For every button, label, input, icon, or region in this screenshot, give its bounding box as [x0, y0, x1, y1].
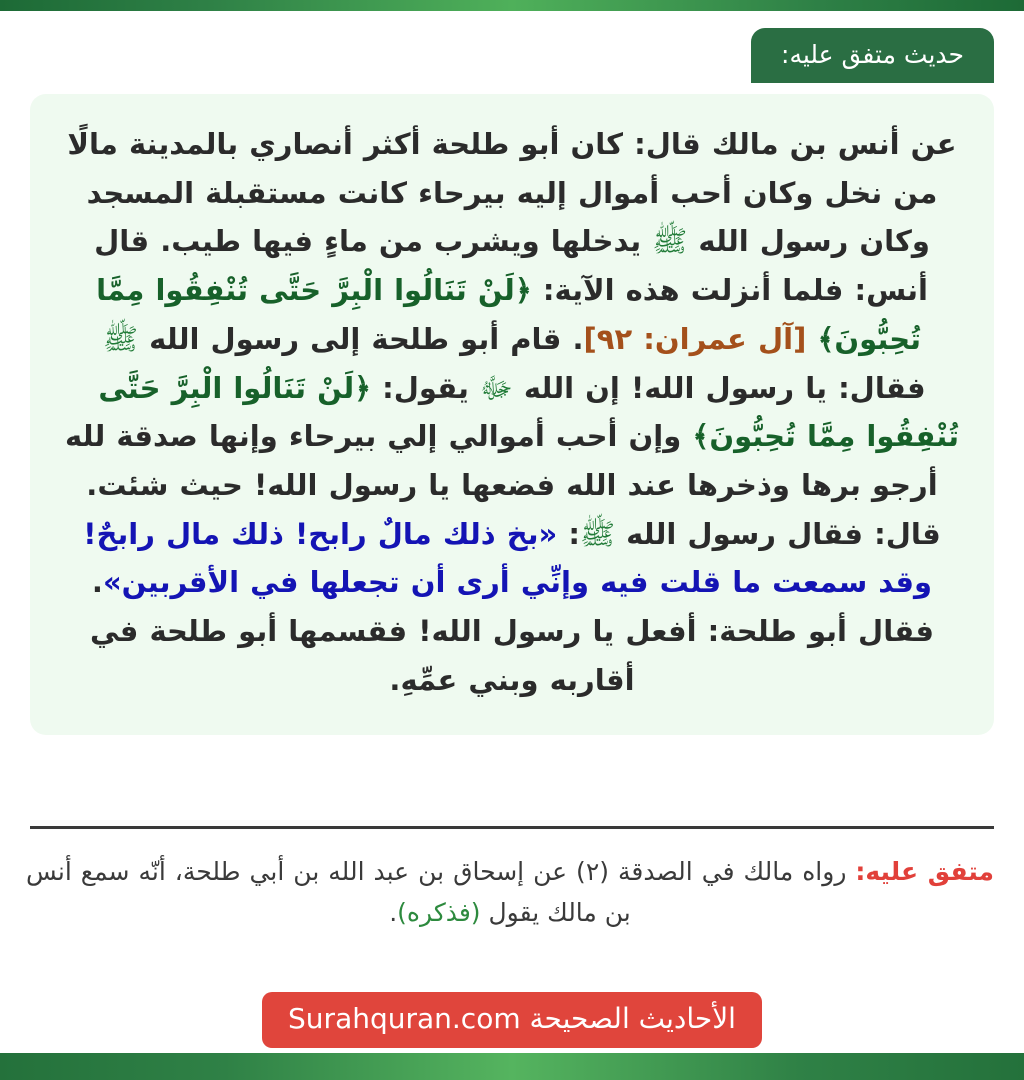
hadith-narration-text: وإن أحب أموالي إلي بيرحاء وإنها صدقة لله أرجو برها وذخرها عند الله فضعها يا رسول الله! حيث شئت. قال: فقال رسول الله	[64, 419, 941, 551]
hadith-narration-text: يدخلها ويشرب من ماءٍ فيها طيب. قال أنس: فلما أنزلت هذه الآية:	[94, 224, 928, 308]
brand-site-url: Surahquran.com	[288, 1002, 521, 1035]
hadith-narration-text: فقال: يا رسول الله! إن الله	[512, 370, 926, 405]
quran-verse-text: ﴿لَنْ تَنَالُوا الْبِرَّ حَتَّى تُنْفِقُوا مِمَّا تُحِبُّونَ﴾	[98, 370, 959, 454]
brand-banner-row	[0, 992, 1024, 1048]
hadith-narration-text	[806, 322, 817, 356]
source-body-before: رواه مالك في الصدقة (٢) عن إسحاق بن عبد الله بن أبي طلحة، أنّه سمع أنس بن مالك يقول	[26, 857, 856, 927]
brand-arabic-label: الأحاديث الصحيحة	[529, 1002, 736, 1035]
prophet-quote-text: «بخ ذلك مالٌ رابح! ذلك مال رابحٌ! وقد سمعت ما قلت فيه وإنِّي أرى أن تجعلها في الأقربين»	[83, 516, 933, 600]
hadith-narration-text: يقول:	[371, 370, 480, 405]
header-badge-row	[30, 28, 994, 83]
brand-banner[interactable]	[262, 992, 762, 1048]
hadith-narration-text: :	[557, 516, 580, 551]
hadith-narration-text: عن أنس بن مالك قال: كان أبو طلحة أكثر أنصاري بالمدينة مالًا من نخل وكان أحب أموال إليه بيرحاء كانت مستقبلة المسجد وكان رسول الله	[67, 127, 957, 259]
hadith-text	[60, 120, 964, 705]
bottom-green-strip	[0, 1053, 1024, 1080]
hadith-card	[30, 94, 994, 735]
top-green-strip	[0, 0, 1024, 11]
quran-verse-text: ﴿لَنْ تَنَالُوا الْبِرَّ حَتَّى تُنْفِقُوا مِمَّا تُحِبُّونَ﴾	[96, 273, 921, 356]
source-label: متفق عليه:	[855, 857, 995, 886]
section-divider	[30, 826, 994, 829]
quran-reference: [آل عمران: ٩٢]	[583, 321, 807, 356]
source-body-after: .	[389, 897, 398, 927]
sallallahu-alayhi-wasallam-icon: ﷺ	[652, 224, 688, 259]
hadith-grade-badge: حديث متفق عليه:	[751, 28, 994, 83]
sallallahu-alayhi-wasallam-icon: ﷺ	[103, 321, 139, 356]
source-highlight: (فذكره)	[397, 897, 481, 927]
hadith-narration-text: . فقال أبو طلحة: أفعل يا رسول الله! فقسمها أبو طلحة في أقاربه وبني عمِّهِ.	[90, 565, 934, 697]
sallallahu-alayhi-wasallam-icon: ﷺ	[579, 516, 615, 551]
hadith-source	[26, 852, 994, 933]
sallallahu-alayhi-wasallam-icon: ﷻ	[479, 370, 513, 405]
hadith-narration-text: . قام أبو طلحة إلى رسول الله	[138, 321, 584, 356]
